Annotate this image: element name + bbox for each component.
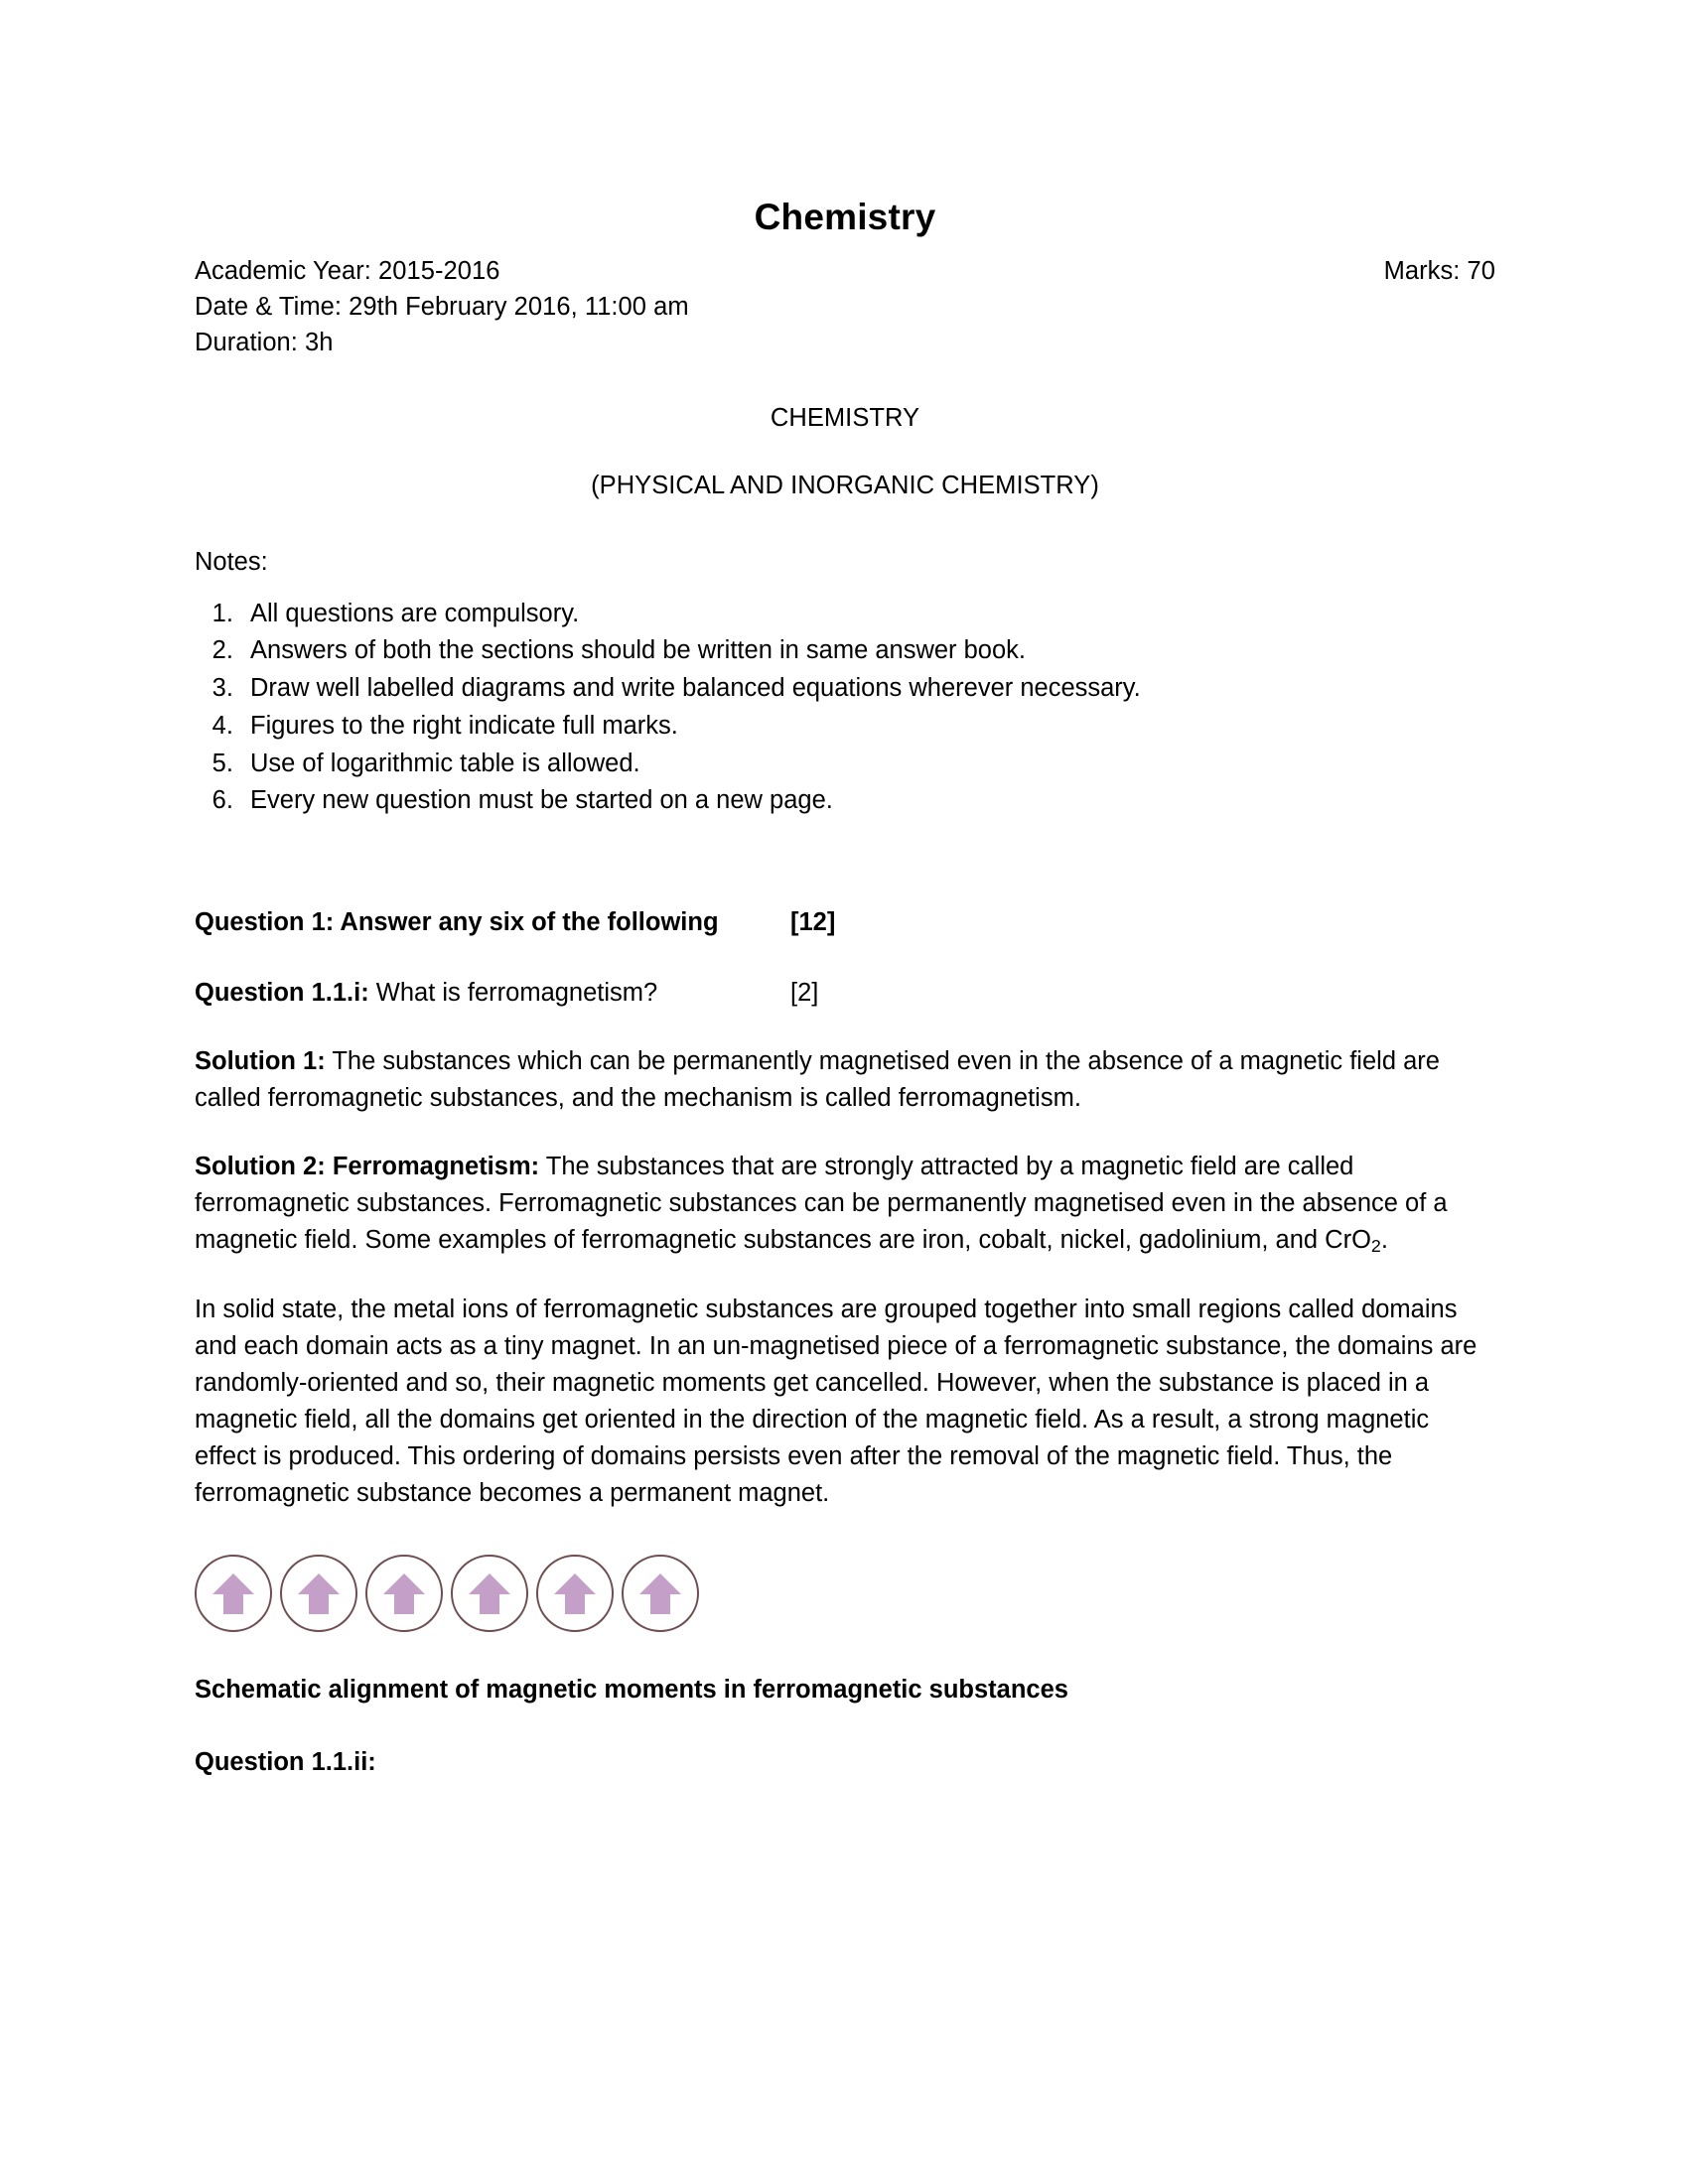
duration-label: Duration: 3h bbox=[195, 328, 334, 356]
list-item: 4. Figures to the right indicate full marks. bbox=[240, 708, 1495, 745]
date-time-label: Date & Time: 29th February 2016, 11:00 am bbox=[195, 292, 689, 321]
subject-subheading: (PHYSICAL AND INORGANIC CHEMISTRY) bbox=[591, 472, 1099, 500]
up-arrow-icon bbox=[195, 1555, 272, 1632]
question-1-label: Question 1: Answer any six of the following bbox=[195, 908, 719, 937]
question-1-marks: [12] bbox=[790, 908, 836, 937]
magnetic-moments-figure bbox=[195, 1555, 1495, 1632]
document-content bbox=[195, 0, 1495, 1781]
meta-row-duration bbox=[195, 325, 1495, 360]
solution-2-body: The substances that are strongly attracted by a magnetic field are called ferromagnetic substances. Ferromagnetic substances can be permanently magnetised even in the absence of a magnetic field. Some examples of ferromagnetic substances are iron, cobalt, nickel, gadolinium, and CrO bbox=[195, 1152, 1448, 1254]
academic-year-label: Academic Year: 2015-2016 bbox=[195, 256, 500, 285]
question-1-1-ii-heading: Question 1.1.ii: bbox=[195, 1748, 376, 1777]
solution-1-label: Solution 1: bbox=[195, 1047, 326, 1076]
solution-2-label: Solution 2: Ferromagnetism: bbox=[195, 1152, 540, 1180]
formula-subscript: 2 bbox=[1370, 1235, 1381, 1256]
marks-label: Marks: 70 bbox=[1383, 256, 1495, 285]
solution-1-body: The substances which can be permanently magnetised even in the absence of a magnetic field are called ferromagnetic substances, and the mechanism is called ferromagnetism. bbox=[195, 1047, 1440, 1112]
question-1-1-i-marks: [2] bbox=[790, 979, 819, 1008]
question-1-1-i-label: Question 1.1.i: bbox=[195, 979, 369, 1008]
notes-label: Notes: bbox=[195, 547, 268, 576]
domains-paragraph: In solid state, the metal ions of ferromagnetic substances are grouped together into small regions called domains and each domain acts as a tiny magnet. In an un-magnetised piece of a ferromagnetic substance, the domains are randomly-oriented and so, their magnetic moments get cancelled. However, when the substance is placed in a magnetic field, all the domains get oriented in the direction of the magnetic field. As a result, a strong magnetic effect is produced. This ordering of domains persists even after the removal of the magnetic field. Thus, the ferromagnetic substance becomes a permanent magnet. bbox=[195, 1295, 1477, 1507]
list-item: 2. Answers of both the sections should be written in same answer book. bbox=[240, 632, 1495, 669]
list-item: 3. Draw well labelled diagrams and write balanced equations wherever necessary. bbox=[240, 670, 1495, 707]
up-arrow-icon bbox=[536, 1555, 614, 1632]
list-item: 6. Every new question must be started on a new page. bbox=[240, 782, 1495, 819]
solution-1-paragraph bbox=[195, 1043, 1495, 1117]
figure-caption: Schematic alignment of magnetic moments in ferromagnetic substances bbox=[195, 1676, 1068, 1705]
meta-row-date-time bbox=[195, 289, 1495, 325]
up-arrow-icon bbox=[451, 1555, 528, 1632]
page-title: Chemistry bbox=[754, 197, 936, 237]
up-arrow-icon bbox=[622, 1555, 699, 1632]
list-item: 5. Use of logarithmic table is allowed. bbox=[240, 746, 1495, 782]
question-1-1-i-text bbox=[195, 975, 790, 1012]
meta-row-academic-year bbox=[195, 253, 1495, 289]
question-1-heading bbox=[195, 904, 1495, 941]
list-item: 1. All questions are compulsory. bbox=[240, 596, 1495, 632]
exam-meta-block bbox=[195, 253, 1495, 361]
question-1-1-i-body: What is ferromagnetism? bbox=[368, 979, 658, 1008]
notes-list bbox=[195, 596, 1495, 819]
solution-2-paragraph bbox=[195, 1149, 1495, 1260]
solution-2-tail: . bbox=[1380, 1225, 1388, 1254]
up-arrow-icon bbox=[280, 1555, 357, 1632]
subject-heading: CHEMISTRY bbox=[770, 404, 920, 433]
question-1-1-i-heading bbox=[195, 975, 1495, 1012]
up-arrow-icon bbox=[365, 1555, 443, 1632]
